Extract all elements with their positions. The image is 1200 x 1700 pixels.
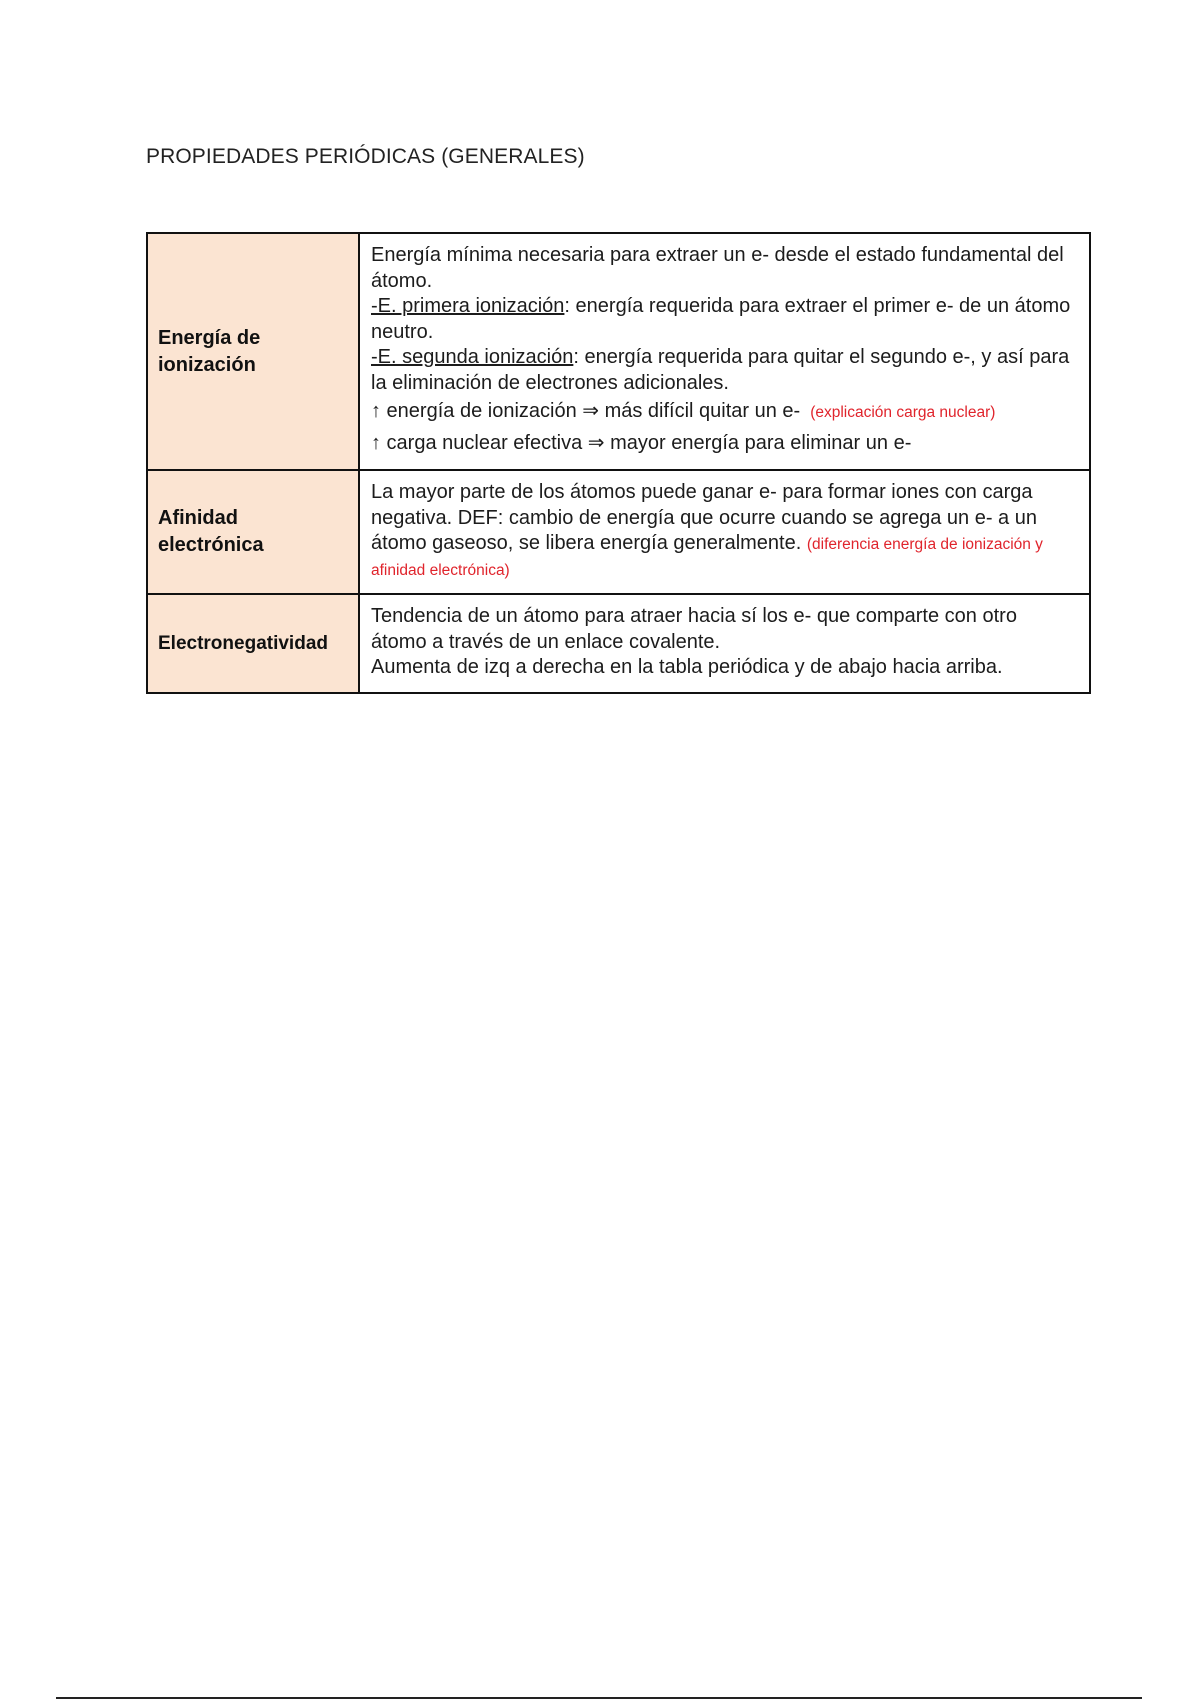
first-ionization-text: : energía requerida para extraer el primer e- de un átomo neutro.	[371, 295, 1071, 343]
definition-text: Tendencia de un átomo para atraer hacia sí los e- que comparte con otro átomo a través de un enlace covalente.	[371, 605, 1017, 653]
term-cell-electron-affinity: Afinidad electrónica	[147, 470, 359, 594]
nuclear-charge-note: (explicación carga nuclear)	[810, 404, 996, 421]
ionization-rule-2: ↑ carga nuclear efectiva ⇒ mayor energía para eliminar un e-	[371, 432, 912, 454]
first-ionization-term: -E. primera ionización	[371, 295, 565, 317]
definition-text: La mayor parte de los átomos puede ganar e- para formar iones con carga negativa. DEF: cambio de energía que ocurre cuando se agrega un e- a un átomo gaseoso, se libera energía generalmente.	[371, 481, 1037, 554]
definition-text: Energía mínima necesaria para extraer un e- desde el estado fundamental del átomo.	[371, 244, 1064, 292]
page-bottom-rule	[56, 1697, 1142, 1699]
second-ionization-term: -E. segunda ionización	[371, 346, 574, 368]
second-ionization-line	[371, 345, 1078, 396]
table-row	[147, 594, 1090, 693]
definition-cell-ionization-energy	[359, 233, 1090, 470]
trend-text: Aumenta de izq a derecha en la tabla periódica y de abajo hacia arriba.	[371, 656, 1003, 679]
first-ionization-line	[371, 294, 1078, 345]
definition-cell-electronegativity	[359, 594, 1090, 693]
ionization-rule-1-text: ↑ energía de ionización ⇒ más difícil quitar un e-	[371, 400, 801, 422]
document-title: PROPIEDADES PERIÓDICAS (GENERALES)	[146, 145, 585, 168]
table-row	[147, 470, 1090, 594]
definition-cell-electron-affinity	[359, 470, 1090, 594]
table-row	[147, 233, 1090, 470]
ionization-rule-1	[371, 396, 1078, 428]
second-ionization-text: : energía requerida para quitar el segundo e-, y así para la eliminación de electrones adicionales.	[371, 346, 1070, 394]
term-cell-ionization-energy: Energía de ionización	[147, 233, 359, 470]
difference-note: (diferencia energía de ionización y afinidad electrónica)	[371, 536, 1043, 579]
periodic-properties-table	[146, 232, 1091, 694]
term-cell-electronegativity: Electronegatividad	[147, 594, 359, 693]
